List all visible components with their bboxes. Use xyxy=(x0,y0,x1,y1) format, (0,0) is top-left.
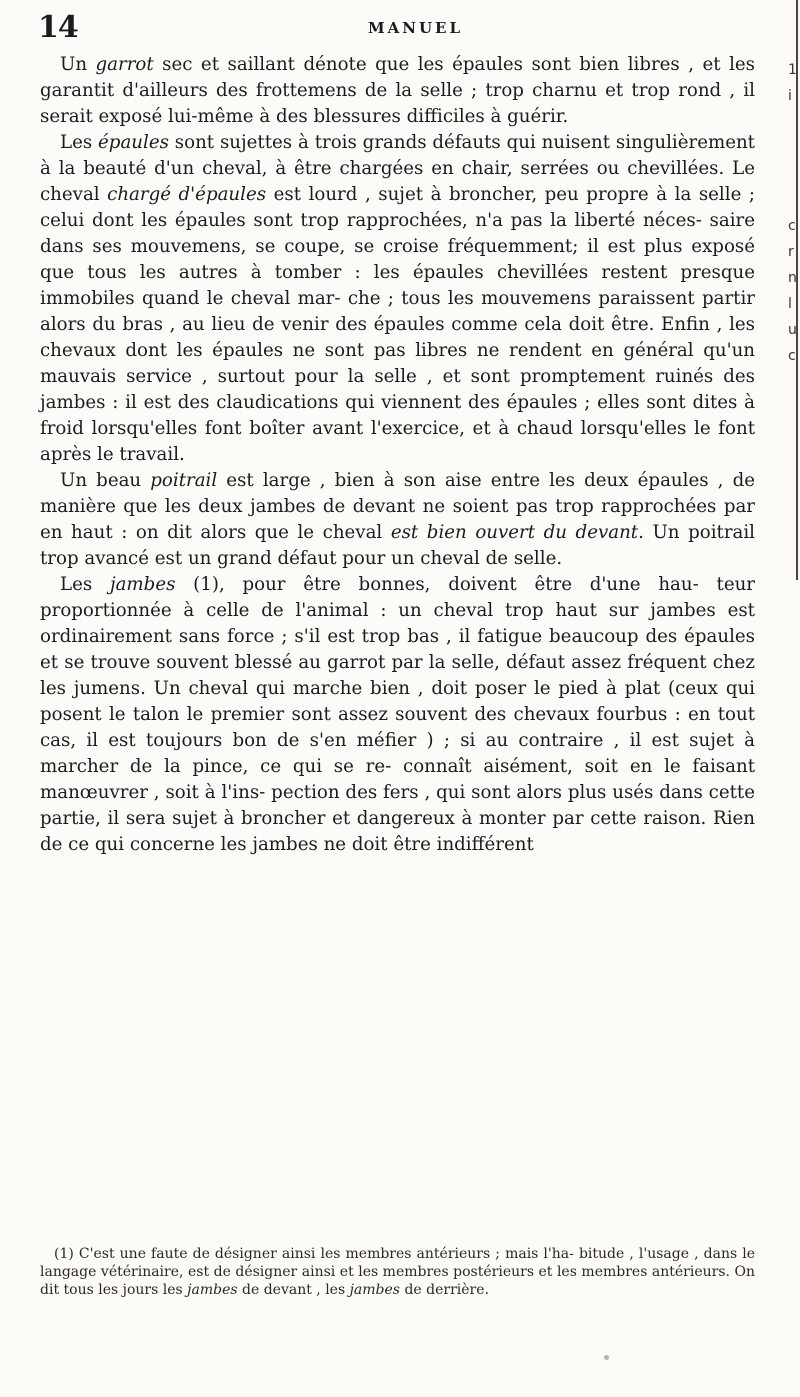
bleed-mark: 1 xyxy=(788,62,797,78)
running-head: MANUEL xyxy=(368,19,464,37)
term-jambes-footnote: jambes xyxy=(349,1282,400,1298)
text-segment: (1), pour être bonnes, doivent être d'une hau- teur proportionnée à celle de l'animal : un cheval trop haut sur jambes est ordinairement sans force ; s'il est trop bas , il fatigue beaucoup des épaules et se trouve souvent blessé au garrot par la selle, défaut assez fréquent chez les jumens. Un cheval qui marche bien , doit poser le pied à plat (ceux qui posent le talon le premier sont assez souvent des chevaux fourbus : en tout cas, il est toujours bon de s'en méfier ) ; si au contraire , il est sujet à marcher de la pince, ce qui se re- connaît aisément, soit en le faisant manœuvrer , soit à l'ins- pection des fers , qui sont alors plus usés dans cette partie, il sera sujet à broncher et dangereux à monter par cette raison. Rien de ce qui concerne les jambes ne doit être indifférent xyxy=(40,574,755,855)
bleed-mark: i xyxy=(788,88,792,104)
term-jambes-footnote: jambes xyxy=(187,1282,238,1298)
bleed-mark: r xyxy=(788,244,794,260)
text-segment: de derrière. xyxy=(400,1282,489,1298)
page-header xyxy=(38,10,758,50)
text-segment: Les xyxy=(60,574,110,595)
term-garrot: garrot xyxy=(95,54,154,75)
text-segment: Un xyxy=(60,54,96,75)
ink-spot xyxy=(604,1355,609,1360)
footnotes xyxy=(40,1245,755,1299)
term-bien-ouvert: est bien ouvert du devant. xyxy=(390,522,644,543)
term-poitrail: poitrail xyxy=(150,470,218,491)
text-segment: sec et saillant dénote que les épaules sont bien libres , et les garantit d'ailleurs des frottemens de la selle ; trop charnu et trop rond , il serait exposé lui-même à des blessures difficiles à guérir. xyxy=(40,54,755,127)
page-number: 14 xyxy=(38,10,78,45)
text-segment: Un beau xyxy=(60,470,151,491)
page-edge-line xyxy=(796,0,798,580)
bleed-mark: c xyxy=(788,348,796,364)
text-segment: est lourd , sujet à broncher, peu propre à la selle ; celui dont les épaules sont trop rapprochées, n'a pas la liberté néces- saire dans ses mouvemens, se coupe, se croise fréquemment; il est plus exposé que tous les autres à tomber : les épaules chevillées restent presque immobiles quand le cheval mar- che ; tous les mouvemens paraissent partir alors du bras , au lieu de venir des épaules comme cela doit être. Enfin , les chevaux dont les épaules ne sont pas libres ne rendent en général qu'un mauvais service , surtout pour la selle , et sont promptement ruinés des jambes : il est des claudications qui viennent des épaules ; elles sont dites à froid lorsqu'elles font boîter avant l'exercice, et à chaud lorsqu'elles le font après le travail. xyxy=(40,184,756,465)
body-text xyxy=(40,52,755,858)
bleed-mark: u xyxy=(788,322,797,338)
term-charge-depaules: chargé d'épaules xyxy=(107,184,267,205)
bleed-mark: n xyxy=(788,270,797,286)
text-segment: Un poitrail trop avancé est un grand défaut pour un cheval de selle. xyxy=(40,522,755,569)
term-jambes: jambes xyxy=(109,574,176,595)
bleed-mark: c xyxy=(788,218,796,234)
text-segment: de devant , les xyxy=(237,1282,350,1298)
paragraph-garrot xyxy=(40,52,755,130)
bleed-mark: l xyxy=(788,296,792,312)
facing-page-bleed xyxy=(760,0,800,600)
paragraph-epaules xyxy=(40,130,755,468)
term-epaules: épaules xyxy=(98,132,169,153)
footnote-1 xyxy=(40,1245,755,1299)
text-segment: (1) C'est une faute de désigner ainsi les membres antérieurs ; mais l'ha- bitude , l'usage , dans le langage vétérinaire, est de désigner ainsi et les membres postérieurs et les membres antérieurs. On dit tous les jours les xyxy=(40,1246,755,1298)
text-segment: Les xyxy=(60,132,99,153)
text-segment: est large , bien à son aise entre les deux épaules , de manière que les deux jambes de devant ne soient pas trop rapprochées par en haut : on dit alors que le cheval xyxy=(40,470,755,543)
paragraph-jambes xyxy=(40,572,755,858)
text-segment: sont sujettes à trois grands défauts qui nuisent singulièrement à la beauté d'un cheval, à être chargées en chair, serrées ou chevillées. Le cheval xyxy=(40,132,755,205)
paragraph-poitrail xyxy=(40,468,755,572)
